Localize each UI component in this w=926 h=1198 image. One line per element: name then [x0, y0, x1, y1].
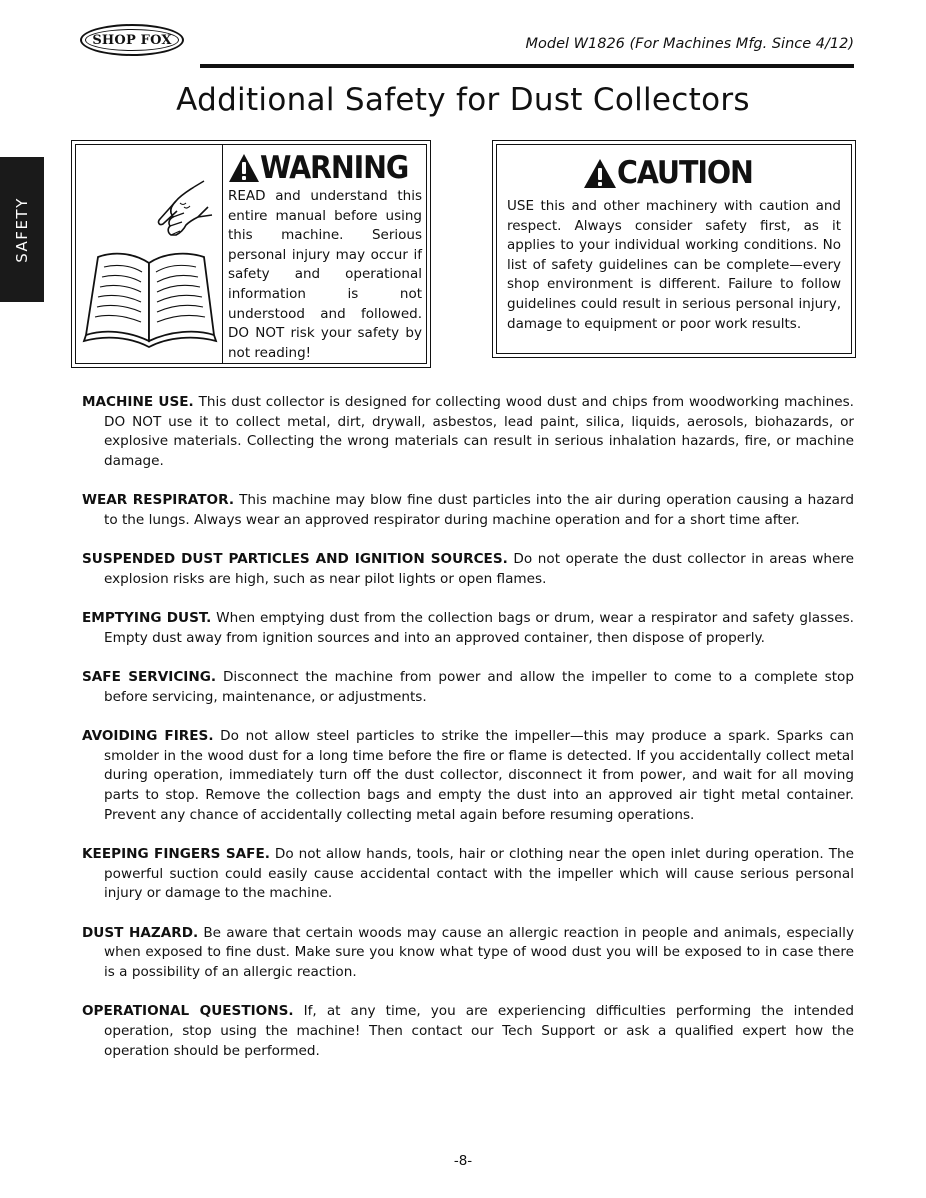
safety-item — [82, 550, 854, 589]
caution-header — [497, 153, 851, 193]
safety-item-heading: KEEPING FINGERS SAFE. — [82, 845, 270, 862]
warning-triangle-icon — [228, 153, 260, 183]
read-manual-icon — [76, 145, 222, 365]
safety-item — [82, 609, 854, 648]
caution-box-inner — [496, 144, 852, 354]
safety-item-heading: MACHINE USE. — [82, 394, 194, 410]
warning-box-inner — [75, 144, 427, 364]
safety-item-text: When emptying dust from the collection bags or drum, wear a respirator and safety glasses. Empty dust away from ignition sources and into an approved container, then dispose of properly. — [104, 610, 854, 646]
read-manual-illustration — [76, 145, 223, 363]
safety-item-heading: DUST HAZARD. — [82, 924, 199, 941]
safety-sections — [82, 393, 854, 1081]
safety-item — [82, 924, 854, 983]
warning-text: READ and understand this entire manual before using this machine. Serious personal injury may occur if safety and operational information is not understood and followed. DO NOT risk your safety by not reading! — [228, 188, 422, 361]
safety-item — [82, 845, 854, 904]
header-rule — [200, 64, 854, 68]
safety-item-text: Do not allow steel particles to strike the impeller—this may produce a spark. Sparks can smolder in the wood dust for a long time before the fire or flame is detected. If you accidentally collect metal during operation, immediately turn off the dust collector, disconnect it from power, and wait for all moving parts to stop. Remove the collection bags and empty the dust into an approved air tight metal container. Prevent any chance of accidentally collecting metal again before resuming operations. — [104, 727, 854, 823]
safety-item-heading: EMPTYING DUST. — [82, 610, 212, 627]
safety-item-text: This machine may blow fine dust particles into the air during operation causing a hazard to the lungs. Always wear an approved respirator during machine operation and for a short time after. — [104, 492, 854, 529]
caution-signal-word: CAUTION — [617, 155, 753, 191]
caution-triangle-icon — [583, 158, 617, 189]
safety-item — [82, 393, 854, 472]
safety-item — [82, 727, 854, 826]
shop-fox-logo — [80, 24, 184, 56]
warning-box — [71, 140, 431, 368]
safety-item-text: This dust collector is designed for collecting wood dust and chips from woodworking machines. DO NOT use it to collect metal, dirt, drywall, asbestos, lead paint, silica, liquids, aerosols, biohazards, or explosive materials. Collecting the wrong materials can result in serious inhalation hazards, fire, or machine damage. — [104, 394, 855, 470]
safety-item-text: Do not operate the dust collector in areas where explosion risks are high, such as near pilot lights or open flames. — [104, 551, 854, 587]
safety-item — [82, 491, 854, 530]
caution-text: USE this and other machinery with caution and respect. Always consider safety first, as it applies to your individual working conditions. No list of safety guidelines can be complete—every shop environment is different. Failure to follow guidelines could result in serious personal injury, damage to equipment or poor work results. — [507, 198, 841, 332]
safety-item-text: Disconnect the machine from power and allow the impeller to come to a complete stop before servicing, maintenance, or adjustments. — [104, 669, 854, 705]
caution-box — [492, 140, 856, 358]
model-line: Model W1826 (For Machines Mfg. Since 4/12) — [525, 36, 854, 52]
safety-item-text: If, at any time, you are experiencing difficulties performing the intended operation, stop using the machine! Then contact our Tech Support or ask a qualified expert how the operation should be performed. — [104, 1003, 854, 1059]
page-number: -8- — [453, 1153, 473, 1169]
safety-item-heading: SAFE SERVICING. — [82, 669, 217, 686]
safety-item-heading: AVOIDING FIRES. — [82, 727, 214, 744]
logo-text: SHOP FOX — [92, 32, 172, 48]
safety-item-heading: SUSPENDED DUST PARTICLES AND IGNITION SOURCES. — [82, 551, 508, 568]
safety-item-text: Be aware that certain woods may cause an allergic reaction in people and animals, especially when exposed to fine dust. Make sure you know what type of wood dust you will be exposed to in case there is a possibility of an allergic reaction. — [104, 924, 855, 980]
safety-item-heading: OPERATIONAL QUESTIONS. — [82, 1003, 294, 1020]
safety-item-heading: WEAR RESPIRATOR. — [82, 492, 234, 509]
safety-item — [82, 1002, 854, 1061]
warning-signal-word: WARNING — [260, 150, 409, 186]
safety-item — [82, 668, 854, 707]
side-tab-label: SAFETY — [13, 196, 31, 263]
page-title: Additional Safety for Dust Collectors — [176, 82, 750, 118]
warning-content — [228, 151, 422, 363]
warning-header — [228, 151, 422, 185]
side-tab — [0, 157, 44, 302]
safety-item-text: Do not allow hands, tools, hair or clothing near the open inlet during operation. The powerful suction could easily cause accidental contact with the impeller which will cause serious personal injury or damage to the machine. — [104, 845, 854, 902]
